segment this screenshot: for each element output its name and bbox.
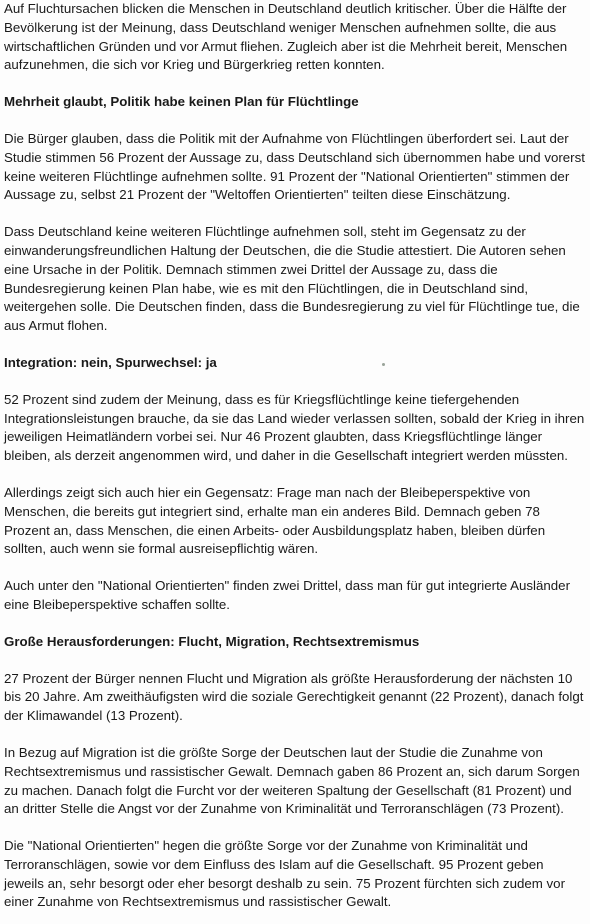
paragraph-politik-ueberfordert: Die Bürger glauben, dass die Politik mit der Aufnahme von Flüchtlingen überfordert sei. Laut der Studie stimmen 56 Prozent der Aussage zu, dass Deutschland sich übernommen habe und vorerst keine weiteren Flüchtlinge aufnehmen sollte. 91 Prozent der "National Orientierten" stimmen der Aussage zu, selbst 21 Prozent der "Weltoffen Orientierten" teilten diese Einschätzung. (4, 130, 585, 203)
scan-speck (382, 363, 385, 366)
paragraph-national-orientierte-integration: Auch unter den "National Orientierten" finden zwei Drittel, dass man für gut integrierte Ausländer eine Bleibeperspektive schaffen sollte. (4, 578, 570, 612)
article-body (4, 0, 586, 924)
paragraph-integrationsleistungen: 52 Prozent sind zudem der Meinung, dass es für Kriegsflüchtlinge keine tiefergehenden Integrationsleistungen brauche, da sie das Land wieder verlassen sollten, sobald der Krieg in ihren jeweiligen Heimatländern vorbei sei. Nur 46 Prozent glaubten, dass Kriegsflüchtlinge länger bleiben, als derzeit angenommen wird, und daher in die Gesellschaft integriert werden müssten. (4, 391, 585, 464)
paragraph-groesste-herausforderung: 27 Prozent der Bürger nennen Flucht und Migration als größte Herausforderung der nächsten 10 bis 20 Jahre. Am zweithäufigsten wird die soziale Gerechtigkeit genannt (22 Prozent), danach folgt der Klimawandel (13 Prozent). (4, 670, 584, 724)
section-heading-herausforderungen: Große Herausforderungen: Flucht, Migration, Rechtsextremismus (4, 633, 420, 649)
paragraph-bleibeperspektive: Allerdings zeigt sich auch hier ein Gegensatz: Frage man nach der Bleibeperspektive von Menschen, die bereits gut integriert sind, erhalte man ein anderes Bild. Demnach geben 78 Prozent an, dass Menschen, die einen Arbeits- oder Ausbildungsplatz haben, bleiben dürfen sollten, auch wenn sie formal ausreisepflichtig wären. (4, 484, 546, 557)
intro-paragraph: Auf Fluchtursachen blicken die Menschen in Deutschland deutlich kritischer. Über die Hälfte der Bevölkerung ist der Meinung, dass Deutschland weniger Menschen aufnehmen sollte, die aus wirtschaftlichen Gründen und vor Armut fliehen. Zugleich aber ist die Mehrheit bereit, Menschen aufzunehmen, die sich vor Krieg und Bürgerkrieg retten konnten. (4, 1, 568, 73)
paragraph-sorgen-national-orientierte: Die "National Orientierten" hegen die größte Sorge vor der Zunahme von Kriminalität und Terroranschlägen, sowie vor dem Einfluss des Islam auf die Gesellschaft. 95 Prozent geben jeweils an, sehr besorgt oder eher besorgt deshalb zu sein. 75 Prozent fürchten sich zudem vor einer Zunahme von Rechtsextremismus und rassistischer Gewalt. (4, 838, 565, 910)
paragraph-keine-weiteren-fluechtlinge: Dass Deutschland keine weiteren Flüchtlinge aufnehmen soll, steht im Gegensatz zu der einwanderungsfreundlichen Haltung der Deutschen, die die Studie attestiert. Die Autoren sehen eine Ursache in der Politik. Demnach stimmen zwei Drittel der Aussage zu, dass die Bundesregierung keinen Plan habe, wie es mit den Flüchtlingen, die in Deutschland sind, weitergehen solle. Die Deutschen finden, dass die Bundesregierung zu viel für Flüchtlinge tue, die aus Armut flohen. (4, 224, 580, 334)
section-heading-plan: Mehrheit glaubt, Politik habe keinen Plan für Flüchtlinge (4, 94, 359, 110)
section-heading-integration: Integration: nein, Spurwechsel: ja (4, 354, 217, 370)
paragraph-sorgen-migration: In Bezug auf Migration ist die größte Sorge der Deutschen laut der Studie die Zunahme von Rechtsextremismus und rassistischer Gewalt. Demnach gaben 86 Prozent an, sich darum Sorgen zu machen. Danach folgt die Furcht vor der weiteren Spaltung der Gesellschaft (81 Prozent) und an dritter Stelle die Angst vor der Zunahme von Kriminalität und Terroranschlägen (73 Prozent). (4, 744, 580, 817)
